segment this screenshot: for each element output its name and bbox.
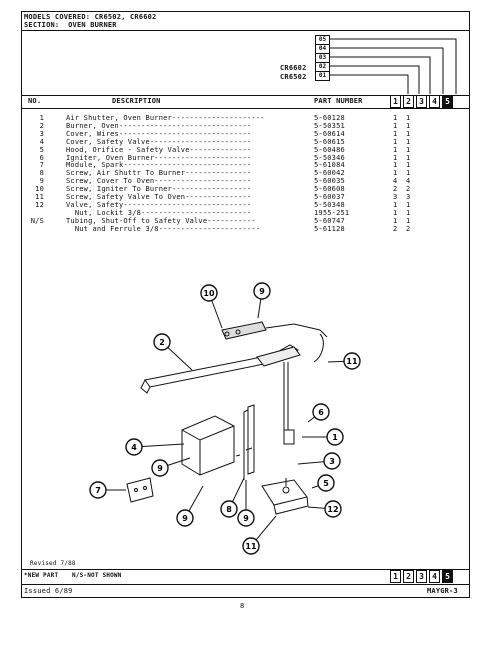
row-qty-col-2: 1 — [406, 200, 411, 209]
row-description: Nut and Ferrule 3/8----------------------- — [66, 224, 261, 233]
revised-note: Revised 7/88 — [30, 560, 76, 567]
col-header-no: NO. — [28, 97, 42, 105]
row-item-number: 1 — [39, 114, 44, 122]
row-qty-col-1: 1 — [393, 200, 398, 209]
row-part-number: 1955-251 — [314, 208, 350, 217]
row-item-number: 11 — [35, 193, 44, 201]
issued-date: Issued 6/89 — [24, 587, 73, 595]
page-number: 8 — [240, 602, 245, 610]
row-qty-col-1: 2 — [393, 185, 398, 194]
document-code: MAYGR-3 — [427, 587, 458, 595]
row-description: Screw, Air Shuttr To Burner--------------- — [66, 169, 252, 178]
col-box-3: 3 — [416, 95, 427, 108]
model-box-04: 04 — [315, 44, 330, 54]
row-qty-col-1: 1 — [393, 153, 398, 162]
model-label-cr6602: CR6602 — [280, 64, 307, 72]
row-item-number: N/S — [30, 216, 44, 225]
row-part-number: 5-60037 — [314, 193, 345, 201]
row-item-number: 2 — [39, 121, 44, 130]
row-description: Nut, Lockit 3/8------------------------- — [66, 208, 252, 217]
callout-number: 11 — [245, 542, 257, 551]
row-description: Screw, Cover To Oven---------------------- — [66, 177, 252, 186]
row-qty-col-1: 1 — [393, 114, 398, 122]
footer-col-box-5: 5 — [442, 570, 453, 583]
model-box-03: 03 — [315, 53, 330, 63]
section-label: SECTION: OVEN BURNER — [24, 21, 117, 29]
row-qty-col-2: 1 — [406, 137, 411, 146]
model-box-02: 02 — [315, 62, 330, 72]
col-box-4: 4 — [429, 95, 440, 108]
row-qty-col-2: 1 — [406, 129, 411, 138]
row-qty-col-2: 1 — [406, 114, 411, 122]
col-box-1: 1 — [390, 95, 401, 108]
row-part-number: 5-60608 — [314, 185, 345, 194]
col-header-part-number: PART NUMBER — [314, 97, 363, 105]
callout-number: 9 — [182, 514, 188, 523]
col-header-description: DESCRIPTION — [112, 97, 161, 105]
row-part-number: 5-60042 — [314, 169, 345, 178]
col-box-2: 2 — [403, 95, 414, 108]
row-item-number: 4 — [39, 137, 44, 146]
callout-number: 3 — [329, 457, 335, 466]
row-qty-col-2: 1 — [406, 161, 411, 170]
row-part-number: 5-61084 — [314, 161, 345, 170]
row-qty-col-1: 1 — [393, 216, 398, 225]
row-item-number: 7 — [39, 161, 44, 170]
row-item-number: 10 — [35, 185, 44, 194]
row-qty-col-1: 1 — [393, 169, 398, 178]
row-description: Screw, Igniter To Burner------------------ — [66, 185, 252, 194]
row-qty-col-2: 1 — [406, 208, 411, 217]
callout-number: 10 — [203, 289, 215, 298]
not-shown-legend: N/S-NOT SHOWN — [72, 572, 122, 579]
row-description: Burner, Oven------------------------------ — [66, 121, 252, 130]
callout-number: 1 — [332, 433, 338, 442]
models-covered-label: MODELS COVERED: CR6502, CR6602 — [24, 13, 157, 21]
footer-col-box-1: 1 — [390, 570, 401, 583]
callout-number: 12 — [327, 505, 339, 514]
model-box-05: 05 — [315, 35, 330, 45]
footer-col-box-4: 4 — [429, 570, 440, 583]
row-part-number: 5-60035 — [314, 177, 345, 186]
callout-number: 9 — [259, 287, 265, 296]
row-qty-col-1: 4 — [393, 177, 398, 186]
row-item-number: 8 — [39, 169, 44, 178]
row-qty-col-2: 1 — [406, 121, 411, 130]
callout-number: 6 — [318, 408, 324, 417]
row-part-number: 5-50348 — [314, 200, 345, 209]
row-description: Valve, Safety----------------------------- — [66, 200, 252, 209]
callout-number: 4 — [131, 443, 137, 452]
row-qty-col-2: 1 — [406, 153, 411, 162]
callout-layer — [22, 12, 469, 597]
callout-number: 5 — [323, 479, 329, 488]
footer-col-box-2: 2 — [403, 570, 414, 583]
model-label-cr6502: CR6502 — [280, 73, 307, 81]
col-box-5: 5 — [442, 95, 453, 108]
footer-bottom-rule — [22, 584, 469, 585]
callout-number: 11 — [346, 357, 358, 366]
callout-number: 2 — [159, 338, 165, 347]
row-qty-col-1: 1 — [393, 208, 398, 217]
row-item-number: 5 — [39, 145, 44, 154]
row-qty-col-2: 2 — [406, 224, 411, 233]
row-item-number: 6 — [39, 153, 44, 162]
row-part-number: 5-61128 — [314, 224, 345, 233]
row-description: Module, Spark----------------------------- — [66, 161, 252, 170]
row-qty-col-2: 3 — [406, 193, 411, 201]
row-qty-col-1: 1 — [393, 137, 398, 146]
row-item-number: 3 — [39, 129, 44, 138]
row-part-number: 5-60128 — [314, 114, 345, 122]
row-item-number: 12 — [35, 200, 44, 209]
row-qty-col-2: 1 — [406, 216, 411, 225]
callout-number: 9 — [157, 464, 163, 473]
row-qty-col-1: 1 — [393, 121, 398, 130]
row-qty-col-1: 1 — [393, 129, 398, 138]
parts-page-frame — [21, 11, 470, 610]
row-part-number: 5-50351 — [314, 121, 345, 130]
row-qty-col-2: 4 — [406, 177, 411, 186]
footer-top-rule — [22, 569, 469, 570]
row-description: Air Shutter, Oven Burner--------------------- — [66, 114, 265, 122]
row-description: Screw, Safety Valve To Oven--------------- — [66, 193, 252, 201]
row-qty-col-1: 3 — [393, 193, 398, 201]
row-qty-col-2: 1 — [406, 169, 411, 178]
row-description: Tubing, Shut-Off to Safety Valve----------- — [66, 216, 256, 225]
model-box-01: 01 — [315, 71, 330, 81]
row-description: Cover, Wires------------------------------ — [66, 129, 252, 138]
row-qty-col-2: 1 — [406, 145, 411, 154]
row-qty-col-1: 1 — [393, 161, 398, 170]
row-part-number: 5-60615 — [314, 137, 345, 146]
row-part-number: 5-60614 — [314, 129, 345, 138]
row-part-number: 5-60486 — [314, 145, 345, 154]
row-qty-col-1: 1 — [393, 145, 398, 154]
row-item-number: 9 — [39, 177, 44, 186]
callout-number: 9 — [243, 514, 249, 523]
new-part-legend: *NEW PART — [24, 572, 59, 579]
row-qty-col-1: 2 — [393, 224, 398, 233]
callout-number: 8 — [226, 505, 232, 514]
callout-number: 7 — [95, 486, 101, 495]
row-part-number: 5-60747 — [314, 216, 345, 225]
row-description: Hood, Orifice - Safety Valve-------------- — [66, 145, 252, 154]
row-qty-col-2: 2 — [406, 185, 411, 194]
row-description: Cover, Safety Valve----------------------- — [66, 137, 252, 146]
row-part-number: 5-50346 — [314, 153, 345, 162]
footer-col-box-3: 3 — [416, 570, 427, 583]
row-description: Igniter, Oven Burner---------------------- — [66, 153, 252, 162]
